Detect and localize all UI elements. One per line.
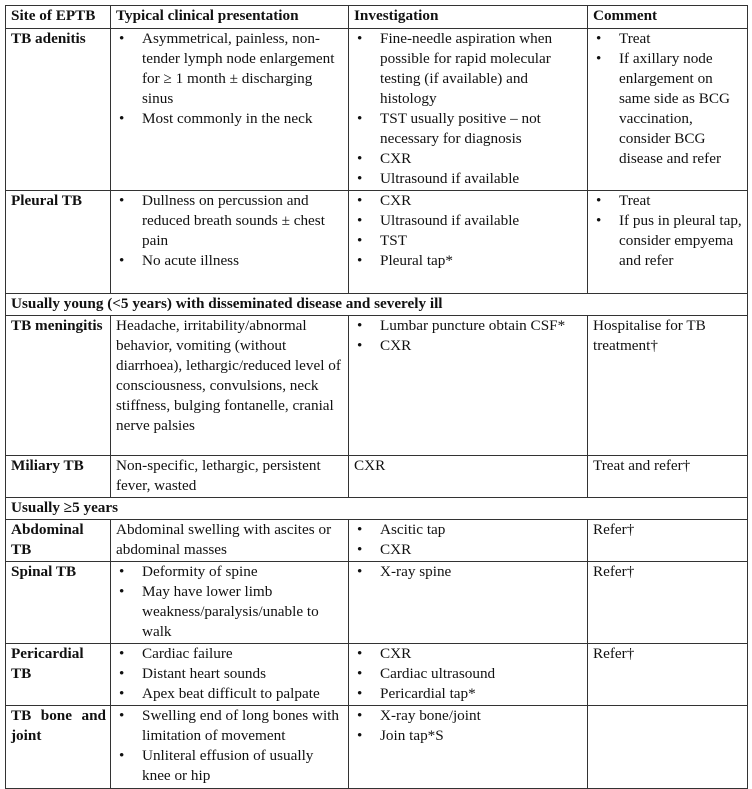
list-item-text: Unliteral effusion of usually knee or hip: [142, 747, 314, 784]
list-item-text: Treat: [619, 30, 651, 47]
list-item: [354, 644, 583, 664]
bullet-icon: •: [357, 317, 363, 334]
bullet-icon: •: [357, 685, 363, 702]
table-row-abdominal-tb: [6, 520, 748, 562]
header-row: [6, 6, 748, 29]
list-item: [354, 191, 583, 211]
bullet-icon: •: [357, 30, 363, 47]
site-cell: TB bone and joint: [6, 706, 111, 789]
bullet-list: [354, 520, 583, 560]
list-item: [354, 211, 583, 231]
list-item-text: X-ray bone/joint: [380, 707, 481, 724]
list-item-text: CXR: [380, 645, 412, 662]
bullet-list: [116, 562, 344, 642]
investigation-cell: [349, 520, 588, 562]
list-item-text: Cardiac ultrasound: [380, 665, 496, 682]
bullet-icon: •: [119, 685, 125, 702]
list-item-text: CXR: [380, 541, 412, 558]
list-item: [593, 29, 743, 49]
list-item: [116, 109, 344, 129]
list-item: [116, 746, 344, 786]
site-cell: Pericardial TB: [6, 644, 111, 706]
investigation-cell: [349, 316, 588, 456]
comment-cell: Treat and refer†: [588, 456, 748, 498]
investigation-cell: [349, 644, 588, 706]
bullet-icon: •: [119, 252, 125, 269]
list-item: [354, 540, 583, 560]
investigation-cell: CXR: [349, 456, 588, 498]
bullet-list: [354, 562, 583, 582]
list-item-text: Swelling end of long bones with limitation of movement: [142, 707, 339, 744]
list-item-text: Distant heart sounds: [142, 665, 267, 682]
list-item-text: No acute illness: [142, 252, 240, 269]
list-item-text: Lumbar puncture obtain CSF*: [380, 317, 566, 334]
bullet-icon: •: [119, 665, 125, 682]
table-row-pericardial-tb: [6, 644, 748, 706]
list-item: [354, 169, 583, 189]
bullet-icon: •: [119, 583, 125, 600]
site-cell: TB meningitis: [6, 316, 111, 456]
bullet-icon: •: [357, 192, 363, 209]
list-item-text: X-ray spine: [380, 563, 452, 580]
list-item: [354, 562, 583, 582]
list-item: [354, 336, 583, 356]
list-item: [593, 191, 743, 211]
table-row-miliary-tb: [6, 456, 748, 498]
presentation-cell: Headache, irritability/abnormal behavior, vomiting (without diarrhoea), lethargic/reduced level of consciousness, convulsions, neck stiffness, bulging fontanelle, cranial nerve palsies: [111, 316, 349, 456]
list-item-text: Ascitic tap: [380, 521, 446, 538]
list-item: [116, 582, 344, 642]
list-item: [354, 684, 583, 704]
bullet-icon: •: [119, 192, 125, 209]
header-investigation: Investigation: [349, 6, 588, 29]
list-item: [354, 520, 583, 540]
bullet-icon: •: [357, 727, 363, 744]
presentation-cell: [111, 644, 349, 706]
bullet-icon: •: [357, 665, 363, 682]
bullet-icon: •: [357, 110, 363, 127]
list-item-text: CXR: [380, 192, 412, 209]
table-row-spinal-tb: [6, 562, 748, 644]
comment-cell: Refer†: [588, 562, 748, 644]
list-item: [116, 706, 344, 746]
list-item: [354, 251, 583, 271]
list-item: [354, 316, 583, 336]
list-item-text: Treat: [619, 192, 651, 209]
bullet-icon: •: [596, 50, 602, 67]
list-item-text: TST usually positive – not necessary for diagnosis: [380, 110, 541, 147]
bullet-icon: •: [119, 747, 125, 764]
bullet-icon: •: [357, 232, 363, 249]
site-cell: Pleural TB: [6, 191, 111, 294]
investigation-cell: [349, 562, 588, 644]
list-item-text: Pleural tap*: [380, 252, 453, 269]
bullet-list: [116, 29, 344, 129]
presentation-cell: [111, 706, 349, 789]
list-item: [116, 251, 344, 271]
bullet-icon: •: [119, 707, 125, 724]
section-row-5-and-over: [6, 498, 748, 520]
bullet-list: [593, 29, 743, 169]
presentation-cell: Abdominal swelling with ascites or abdominal masses: [111, 520, 349, 562]
site-cell: Abdominal TB: [6, 520, 111, 562]
list-item: [116, 684, 344, 704]
list-item-text: Cardiac failure: [142, 645, 233, 662]
list-item-text: Fine-needle aspiration when possible for rapid molecular testing (if available) and histology: [380, 30, 553, 107]
bullet-list: [354, 706, 583, 746]
bullet-list: [116, 644, 344, 704]
section-heading: Usually young (<5 years) with disseminated disease and severely ill: [6, 294, 748, 316]
comment-cell: Refer†: [588, 520, 748, 562]
table-row-pleural-tb: [6, 191, 748, 294]
table-row-tb-bone-and-joint: [6, 706, 748, 789]
bullet-list: [116, 706, 344, 786]
list-item: [354, 29, 583, 109]
presentation-cell: [111, 562, 349, 644]
list-item-text: Ultrasound if available: [380, 212, 520, 229]
list-item-text: If pus in pleural tap, consider empyema and refer: [619, 212, 742, 269]
bullet-icon: •: [357, 170, 363, 187]
bullet-icon: •: [119, 110, 125, 127]
comment-cell: [588, 29, 748, 191]
list-item: [116, 664, 344, 684]
section-heading: Usually ≥5 years: [6, 498, 748, 520]
bullet-icon: •: [357, 150, 363, 167]
presentation-cell: Non-specific, lethargic, persistent fever, wasted: [111, 456, 349, 498]
bullet-icon: •: [357, 541, 363, 558]
eptb-table: [5, 5, 748, 789]
site-cell: Miliary TB: [6, 456, 111, 498]
comment-cell: Hospitalise for TB treatment†: [588, 316, 748, 456]
site-cell: Spinal TB: [6, 562, 111, 644]
list-item: [354, 726, 583, 746]
header-comment: Comment: [588, 6, 748, 29]
bullet-list: [354, 191, 583, 271]
list-item-text: Asymmetrical, painless, non-tender lymph node enlargement for ≥ 1 month ± discharging sinus: [142, 30, 335, 107]
list-item: [354, 231, 583, 251]
comment-cell: Refer†: [588, 644, 748, 706]
list-item: [116, 191, 344, 251]
list-item: [354, 149, 583, 169]
bullet-list: [354, 316, 583, 356]
bullet-icon: •: [357, 645, 363, 662]
bullet-icon: •: [596, 30, 602, 47]
investigation-cell: [349, 706, 588, 789]
investigation-cell: [349, 29, 588, 191]
list-item: [354, 109, 583, 149]
bullet-icon: •: [119, 645, 125, 662]
bullet-list: [116, 191, 344, 271]
list-item: [593, 49, 743, 169]
list-item-text: Most commonly in the neck: [142, 110, 313, 127]
list-item-text: May have lower limb weakness/paralysis/unable to walk: [142, 583, 319, 640]
list-item: [116, 29, 344, 109]
table-row-tb-meningitis: [6, 316, 748, 456]
list-item: [354, 664, 583, 684]
table-row-tb-adenitis: [6, 29, 748, 191]
bullet-list: [354, 644, 583, 704]
list-item-text: Apex beat difficult to palpate: [142, 685, 320, 702]
list-item: [116, 562, 344, 582]
bullet-list: [593, 191, 743, 271]
presentation-cell: [111, 191, 349, 294]
list-item-text: CXR: [380, 337, 412, 354]
list-item-text: TST: [380, 232, 408, 249]
site-cell: TB adenitis: [6, 29, 111, 191]
bullet-icon: •: [357, 563, 363, 580]
bullet-icon: •: [357, 707, 363, 724]
bullet-icon: •: [596, 212, 602, 229]
bullet-icon: •: [357, 337, 363, 354]
bullet-icon: •: [357, 212, 363, 229]
header-presentation: Typical clinical presentation: [111, 6, 349, 29]
investigation-cell: [349, 191, 588, 294]
list-item-text: Deformity of spine: [142, 563, 258, 580]
list-item: [593, 211, 743, 271]
list-item-text: CXR: [380, 150, 412, 167]
section-row-under-5: [6, 294, 748, 316]
list-item-text: Dullness on percussion and reduced breath sounds ± chest pain: [142, 192, 325, 249]
bullet-icon: •: [119, 563, 125, 580]
bullet-list: [354, 29, 583, 189]
bullet-icon: •: [357, 252, 363, 269]
comment-cell: [588, 706, 748, 789]
list-item-text: Ultrasound if available: [380, 170, 520, 187]
list-item-text: Pericardial tap*: [380, 685, 476, 702]
list-item: [116, 644, 344, 664]
presentation-cell: [111, 29, 349, 191]
bullet-icon: •: [357, 521, 363, 538]
comment-cell: [588, 191, 748, 294]
list-item: [354, 706, 583, 726]
bullet-icon: •: [119, 30, 125, 47]
list-item-text: If axillary node enlargement on same side as BCG vaccination, consider BCG disease and refer: [619, 50, 730, 167]
header-site: Site of EPTB: [6, 6, 111, 29]
bullet-icon: •: [596, 192, 602, 209]
list-item-text: Join tap*S: [380, 727, 444, 744]
